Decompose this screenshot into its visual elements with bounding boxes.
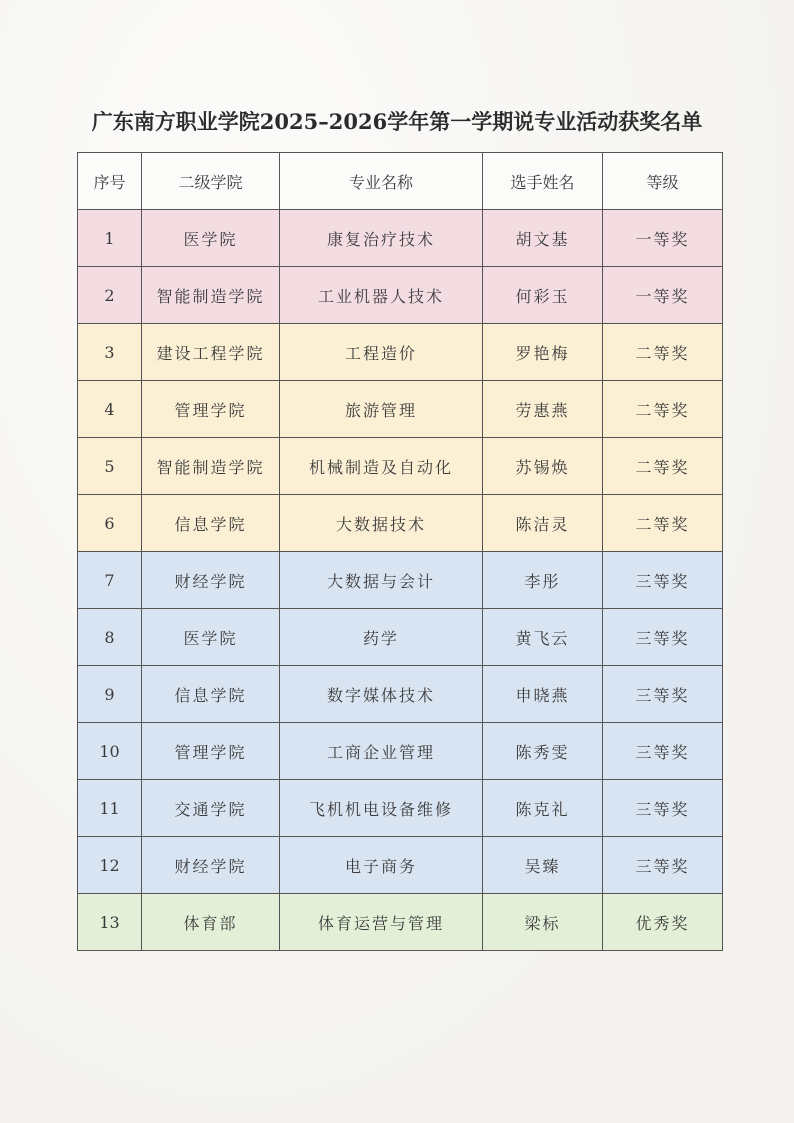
cell-contestant: 黄飞云: [483, 609, 603, 666]
cell-major: 药学: [280, 609, 483, 666]
cell-college: 财经学院: [142, 552, 280, 609]
document-title: 广东南方职业学院2025–2026学年第一学期说专业活动获奖名单: [91, 109, 703, 134]
cell-serial: 8: [78, 609, 142, 666]
header-college: 二级学院: [142, 153, 280, 210]
cell-level: 三等奖: [603, 609, 723, 666]
cell-college: 建设工程学院: [142, 324, 280, 381]
header-serial: 序号: [78, 153, 142, 210]
cell-college: 财经学院: [142, 837, 280, 894]
cell-serial: 7: [78, 552, 142, 609]
cell-contestant: 苏锡焕: [483, 438, 603, 495]
cell-college: 智能制造学院: [142, 267, 280, 324]
cell-major: 工业机器人技术: [280, 267, 483, 324]
cell-contestant: 梁标: [483, 894, 603, 951]
cell-college: 信息学院: [142, 666, 280, 723]
table-row: [78, 837, 723, 894]
cell-level: 三等奖: [603, 552, 723, 609]
cell-major: 康复治疗技术: [280, 210, 483, 267]
cell-major: 工商企业管理: [280, 723, 483, 780]
cell-major: 数字媒体技术: [280, 666, 483, 723]
header-contestant: 选手姓名: [483, 153, 603, 210]
table-row: [78, 267, 723, 324]
table-row: [78, 723, 723, 780]
table-row: [78, 609, 723, 666]
cell-level: 三等奖: [603, 666, 723, 723]
cell-college: 医学院: [142, 210, 280, 267]
cell-major: 飞机机电设备维修: [280, 780, 483, 837]
cell-major: 旅游管理: [280, 381, 483, 438]
cell-major: 机械制造及自动化: [280, 438, 483, 495]
cell-serial: 4: [78, 381, 142, 438]
cell-contestant: 陈洁灵: [483, 495, 603, 552]
cell-level: 三等奖: [603, 723, 723, 780]
cell-contestant: 陈秀雯: [483, 723, 603, 780]
cell-contestant: 胡文基: [483, 210, 603, 267]
cell-serial: 6: [78, 495, 142, 552]
cell-serial: 12: [78, 837, 142, 894]
table-row: [78, 780, 723, 837]
cell-serial: 5: [78, 438, 142, 495]
awards-table-body: [78, 210, 723, 951]
table-row: [78, 210, 723, 267]
cell-level: 二等奖: [603, 324, 723, 381]
table-row: [78, 552, 723, 609]
cell-contestant: 吴臻: [483, 837, 603, 894]
table-row: [78, 666, 723, 723]
cell-college: 医学院: [142, 609, 280, 666]
cell-contestant: 陈克礼: [483, 780, 603, 837]
cell-college: 交通学院: [142, 780, 280, 837]
table-row: [78, 381, 723, 438]
cell-major: 工程造价: [280, 324, 483, 381]
cell-serial: 1: [78, 210, 142, 267]
cell-serial: 9: [78, 666, 142, 723]
cell-serial: 10: [78, 723, 142, 780]
cell-major: 电子商务: [280, 837, 483, 894]
table-row: [78, 324, 723, 381]
header-row: [78, 153, 723, 210]
cell-contestant: 何彩玉: [483, 267, 603, 324]
cell-college: 管理学院: [142, 723, 280, 780]
table-row: [78, 495, 723, 552]
cell-major: 大数据技术: [280, 495, 483, 552]
cell-level: 一等奖: [603, 267, 723, 324]
cell-level: 三等奖: [603, 837, 723, 894]
header-level: 等级: [603, 153, 723, 210]
cell-contestant: 劳惠燕: [483, 381, 603, 438]
awards-table-header: [78, 153, 723, 210]
cell-major: 大数据与会计: [280, 552, 483, 609]
cell-contestant: 申晓燕: [483, 666, 603, 723]
cell-serial: 3: [78, 324, 142, 381]
cell-contestant: 李彤: [483, 552, 603, 609]
cell-level: 优秀奖: [603, 894, 723, 951]
awards-table: [77, 152, 723, 951]
header-major: 专业名称: [280, 153, 483, 210]
cell-level: 二等奖: [603, 495, 723, 552]
cell-college: 信息学院: [142, 495, 280, 552]
cell-level: 三等奖: [603, 780, 723, 837]
cell-serial: 11: [78, 780, 142, 837]
cell-college: 智能制造学院: [142, 438, 280, 495]
cell-college: 体育部: [142, 894, 280, 951]
table-row: [78, 438, 723, 495]
cell-level: 二等奖: [603, 381, 723, 438]
cell-serial: 13: [78, 894, 142, 951]
cell-contestant: 罗艳梅: [483, 324, 603, 381]
cell-major: 体育运营与管理: [280, 894, 483, 951]
table-row: [78, 894, 723, 951]
cell-level: 二等奖: [603, 438, 723, 495]
cell-level: 一等奖: [603, 210, 723, 267]
cell-college: 管理学院: [142, 381, 280, 438]
cell-serial: 2: [78, 267, 142, 324]
